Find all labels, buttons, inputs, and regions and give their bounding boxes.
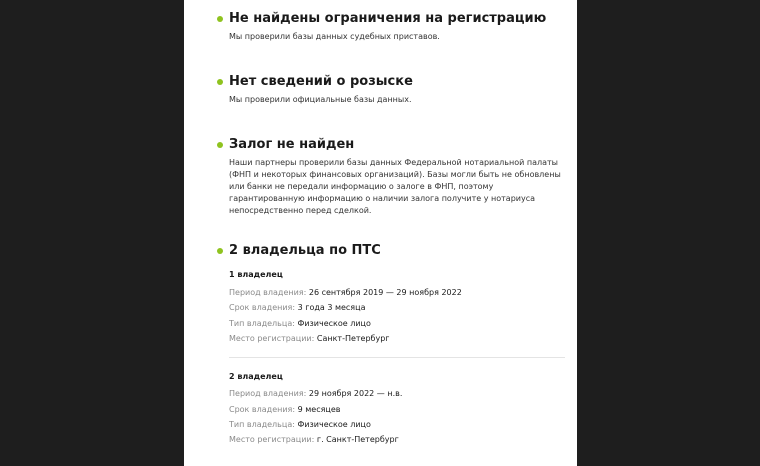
row-label: Срок владения: (229, 303, 296, 312)
section-title: 2 владельца по ПТС (229, 243, 381, 258)
status-dot-icon (217, 16, 223, 22)
section-description: Мы проверили базы данных судебных приставов. (229, 32, 440, 41)
row-label: Период владения: (229, 288, 307, 297)
owner-row-type (229, 319, 371, 329)
row-label: Место регистрации: (229, 435, 315, 444)
owner-divider (229, 357, 565, 358)
row-value: Физическое лицо (297, 420, 371, 429)
section-description: Наши партнеры проверили базы данных Федеральной нотариальной палаты (ФНП и некоторых финансовых организаций). Базы могли быть не обновлены или банки не передали информацию о залоге в ФНП, поэтому гарантированную информацию о наличии залога получите у нотариуса непосредственно перед сделкой. (229, 158, 561, 215)
status-dot-icon (217, 248, 223, 254)
row-value: 3 года 3 месяца (297, 303, 366, 312)
section-title: Нет сведений о розыске (229, 74, 413, 89)
row-value: Санкт-Петербург (316, 334, 390, 343)
row-value: Физическое лицо (297, 319, 371, 328)
row-label: Период владения: (229, 389, 307, 398)
row-value: 9 месяцев (297, 405, 341, 414)
owner-heading: 1 владелец (229, 270, 283, 279)
row-label: Срок владения: (229, 405, 296, 414)
owner-row-duration (229, 405, 341, 415)
owner-row-period (229, 389, 402, 399)
owner-row-duration (229, 303, 365, 313)
section-title: Залог не найден (229, 137, 355, 152)
row-label: Тип владельца: (229, 319, 295, 328)
owner-heading: 2 владелец (229, 372, 283, 381)
status-dot-icon (217, 79, 223, 85)
report-panel (184, 0, 577, 466)
owner-row-period (229, 288, 462, 298)
owner-row-registration (229, 334, 390, 344)
row-value: 26 сентября 2019 — 29 ноября 2022 (308, 288, 462, 297)
status-dot-icon (217, 142, 223, 148)
section-title: Не найдены ограничения на регистрацию (229, 11, 547, 26)
row-value: 29 ноября 2022 — н.в. (308, 389, 403, 398)
owner-row-type (229, 420, 371, 430)
row-label: Место регистрации: (229, 334, 315, 343)
owner-row-registration (229, 435, 399, 445)
row-label: Тип владельца: (229, 420, 295, 429)
section-description: Мы проверили официальные базы данных. (229, 95, 412, 104)
row-value: г. Санкт-Петербург (316, 435, 399, 444)
